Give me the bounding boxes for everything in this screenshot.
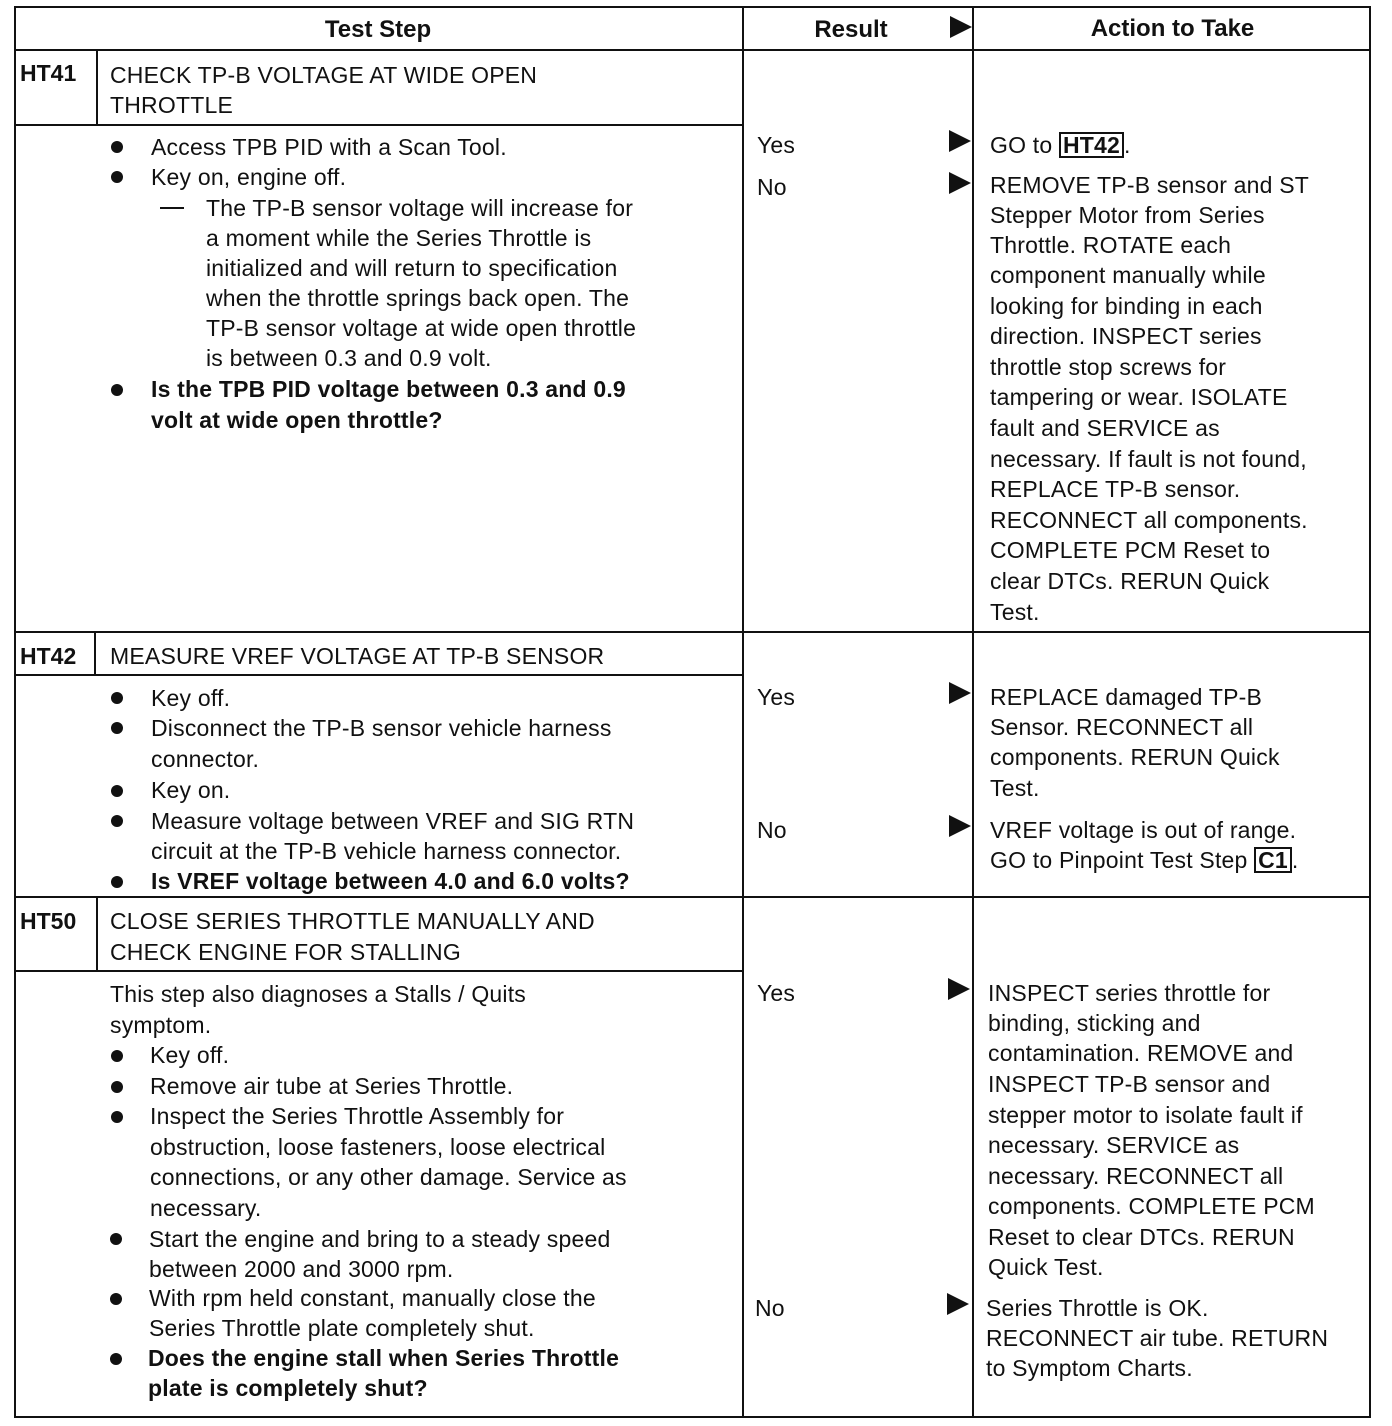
divider xyxy=(14,674,742,676)
bullet-icon xyxy=(110,1233,122,1245)
action-text: Sensor. RECONNECT all xyxy=(990,714,1254,740)
divider xyxy=(96,896,98,972)
action-text: COMPLETE PCM Reset to xyxy=(990,537,1271,563)
action-text: tampering or wear. ISOLATE xyxy=(990,384,1288,410)
step-note: when the throttle springs back open. The xyxy=(206,285,630,311)
bullet-icon xyxy=(111,1111,123,1123)
step-instruction: Key on, engine off. xyxy=(151,164,347,190)
bullet-icon xyxy=(111,1081,123,1093)
result-yes: Yes xyxy=(757,132,796,158)
step-question: volt at wide open throttle? xyxy=(151,407,443,433)
action-text: Series Throttle is OK. xyxy=(986,1295,1209,1321)
step-question: Is the TPB PID voltage between 0.3 and 0.9 xyxy=(151,376,626,402)
divider xyxy=(14,49,1371,51)
action-text: GO to HT42 . xyxy=(990,132,1131,158)
action-text: REMOVE TP-B sensor and ST xyxy=(990,172,1310,198)
step-title: THROTTLE xyxy=(110,92,233,118)
result-yes: Yes xyxy=(757,980,796,1006)
step-question: Is VREF voltage between 4.0 and 6.0 volts? xyxy=(151,868,630,894)
header-result: Result xyxy=(814,16,888,43)
action-text: RECONNECT air tube. RETURN xyxy=(986,1325,1329,1351)
action-text: throttle stop screws for xyxy=(990,354,1227,380)
action-text: GO to Pinpoint Test Step C1 . xyxy=(990,847,1299,873)
action-text: VREF voltage is out of range. xyxy=(990,817,1297,843)
action-text: INSPECT TP-B sensor and xyxy=(988,1071,1271,1097)
divider xyxy=(14,970,742,972)
bullet-icon xyxy=(111,692,123,704)
bullet-icon xyxy=(111,876,123,888)
step-reference: C1 xyxy=(1254,847,1292,873)
step-intro: This step also diagnoses a Stalls / Quits xyxy=(110,981,527,1007)
bullet-icon xyxy=(111,141,123,153)
action-text: to Symptom Charts. xyxy=(986,1355,1193,1381)
step-instruction: Disconnect the TP-B sensor vehicle harness xyxy=(151,715,612,741)
step-instruction: Measure voltage between VREF and SIG RTN xyxy=(151,808,635,834)
step-instruction: between 2000 and 3000 rpm. xyxy=(149,1256,454,1282)
action-text: contamination. REMOVE and xyxy=(988,1040,1294,1066)
header-action: Action to Take xyxy=(1090,15,1255,42)
arrow-icon xyxy=(948,978,970,1000)
step-question: plate is completely shut? xyxy=(148,1375,428,1401)
action-text: Reset to clear DTCs. RERUN xyxy=(988,1224,1295,1250)
divider xyxy=(742,6,744,1418)
action-text: Test. xyxy=(990,775,1040,801)
bullet-icon xyxy=(111,1050,123,1062)
step-reference: HT42 xyxy=(1059,132,1124,158)
step-instruction: Start the engine and bring to a steady speed xyxy=(149,1226,611,1252)
action-text: RECONNECT all components. xyxy=(990,507,1308,533)
action-text: components. RERUN Quick xyxy=(990,744,1280,770)
action-text: Throttle. ROTATE each xyxy=(990,232,1232,258)
step-note: a moment while the Series Throttle is xyxy=(206,225,592,251)
step-note: initialized and will return to specification xyxy=(206,255,618,281)
arrow-icon xyxy=(949,172,971,194)
bullet-icon xyxy=(111,384,123,396)
step-title: CHECK ENGINE FOR STALLING xyxy=(110,939,461,965)
header-test-step: Test Step xyxy=(324,16,432,43)
result-no: No xyxy=(757,817,787,843)
bullet-icon xyxy=(110,1353,122,1365)
action-text: binding, sticking and xyxy=(988,1010,1201,1036)
bullet-icon xyxy=(111,785,123,797)
action-text: Test. xyxy=(990,599,1040,625)
step-title: CLOSE SERIES THROTTLE MANUALLY AND xyxy=(110,908,595,934)
step-instruction: Inspect the Series Throttle Assembly for xyxy=(150,1103,565,1129)
step-instruction: connector. xyxy=(151,746,260,772)
step-instruction: circuit at the TP-B vehicle harness connector. xyxy=(151,838,622,864)
step-instruction: Key off. xyxy=(150,1042,230,1068)
step-note: TP-B sensor voltage at wide open throttle xyxy=(206,315,637,341)
step-id: HT42 xyxy=(20,643,77,669)
arrow-icon xyxy=(949,130,971,152)
divider xyxy=(94,631,96,676)
divider xyxy=(96,49,98,126)
bullet-icon xyxy=(110,1293,122,1305)
step-instruction: Key off. xyxy=(151,685,231,711)
arrow-icon xyxy=(947,1293,969,1315)
step-instruction: With rpm held constant, manually close the xyxy=(149,1285,596,1311)
step-intro: symptom. xyxy=(110,1012,212,1038)
step-question: Does the engine stall when Series Throttle xyxy=(148,1345,620,1371)
action-text: fault and SERVICE as xyxy=(990,415,1220,441)
action-text: Stepper Motor from Series xyxy=(990,202,1265,228)
action-text: necessary. If fault is not found, xyxy=(990,446,1307,472)
result-yes: Yes xyxy=(757,684,796,710)
action-text: looking for binding in each xyxy=(990,293,1263,319)
action-text: necessary. RECONNECT all xyxy=(988,1163,1284,1189)
bullet-icon xyxy=(111,815,123,827)
action-text: INSPECT series throttle for xyxy=(988,980,1271,1006)
step-instruction: Remove air tube at Series Throttle. xyxy=(150,1073,514,1099)
action-text: Quick Test. xyxy=(988,1254,1104,1280)
dash-icon xyxy=(160,207,184,209)
step-note: The TP-B sensor voltage will increase for xyxy=(206,195,634,221)
divider xyxy=(972,6,974,1418)
action-text: necessary. SERVICE as xyxy=(988,1132,1240,1158)
step-id: HT50 xyxy=(20,908,77,934)
step-instruction: Key on. xyxy=(151,777,231,803)
step-instruction: Series Throttle plate completely shut. xyxy=(149,1315,535,1341)
action-text: stepper motor to isolate fault if xyxy=(988,1102,1303,1128)
action-text: direction. INSPECT series xyxy=(990,323,1262,349)
divider xyxy=(14,631,1371,633)
step-instruction: connections, or any other damage. Service as xyxy=(150,1164,627,1190)
step-instruction: necessary. xyxy=(150,1195,262,1221)
step-instruction: Access TPB PID with a Scan Tool. xyxy=(151,134,507,160)
action-text: clear DTCs. RERUN Quick xyxy=(990,568,1270,594)
divider xyxy=(14,124,742,126)
action-text: REPLACE TP-B sensor. xyxy=(990,476,1241,502)
action-text: REPLACE damaged TP-B xyxy=(990,684,1263,710)
step-title: CHECK TP-B VOLTAGE AT WIDE OPEN xyxy=(110,62,538,88)
step-note: is between 0.3 and 0.9 volt. xyxy=(206,345,492,371)
action-text: component manually while xyxy=(990,262,1266,288)
result-no: No xyxy=(755,1295,785,1321)
step-instruction: obstruction, loose fasteners, loose electrical xyxy=(150,1134,606,1160)
bullet-icon xyxy=(111,722,123,734)
arrow-icon xyxy=(950,16,972,38)
arrow-icon xyxy=(949,682,971,704)
bullet-icon xyxy=(111,171,123,183)
action-text: components. COMPLETE PCM xyxy=(988,1193,1315,1219)
arrow-icon xyxy=(949,815,971,837)
result-no: No xyxy=(757,174,787,200)
step-id: HT41 xyxy=(20,60,77,86)
step-title: MEASURE VREF VOLTAGE AT TP-B SENSOR xyxy=(110,643,605,669)
